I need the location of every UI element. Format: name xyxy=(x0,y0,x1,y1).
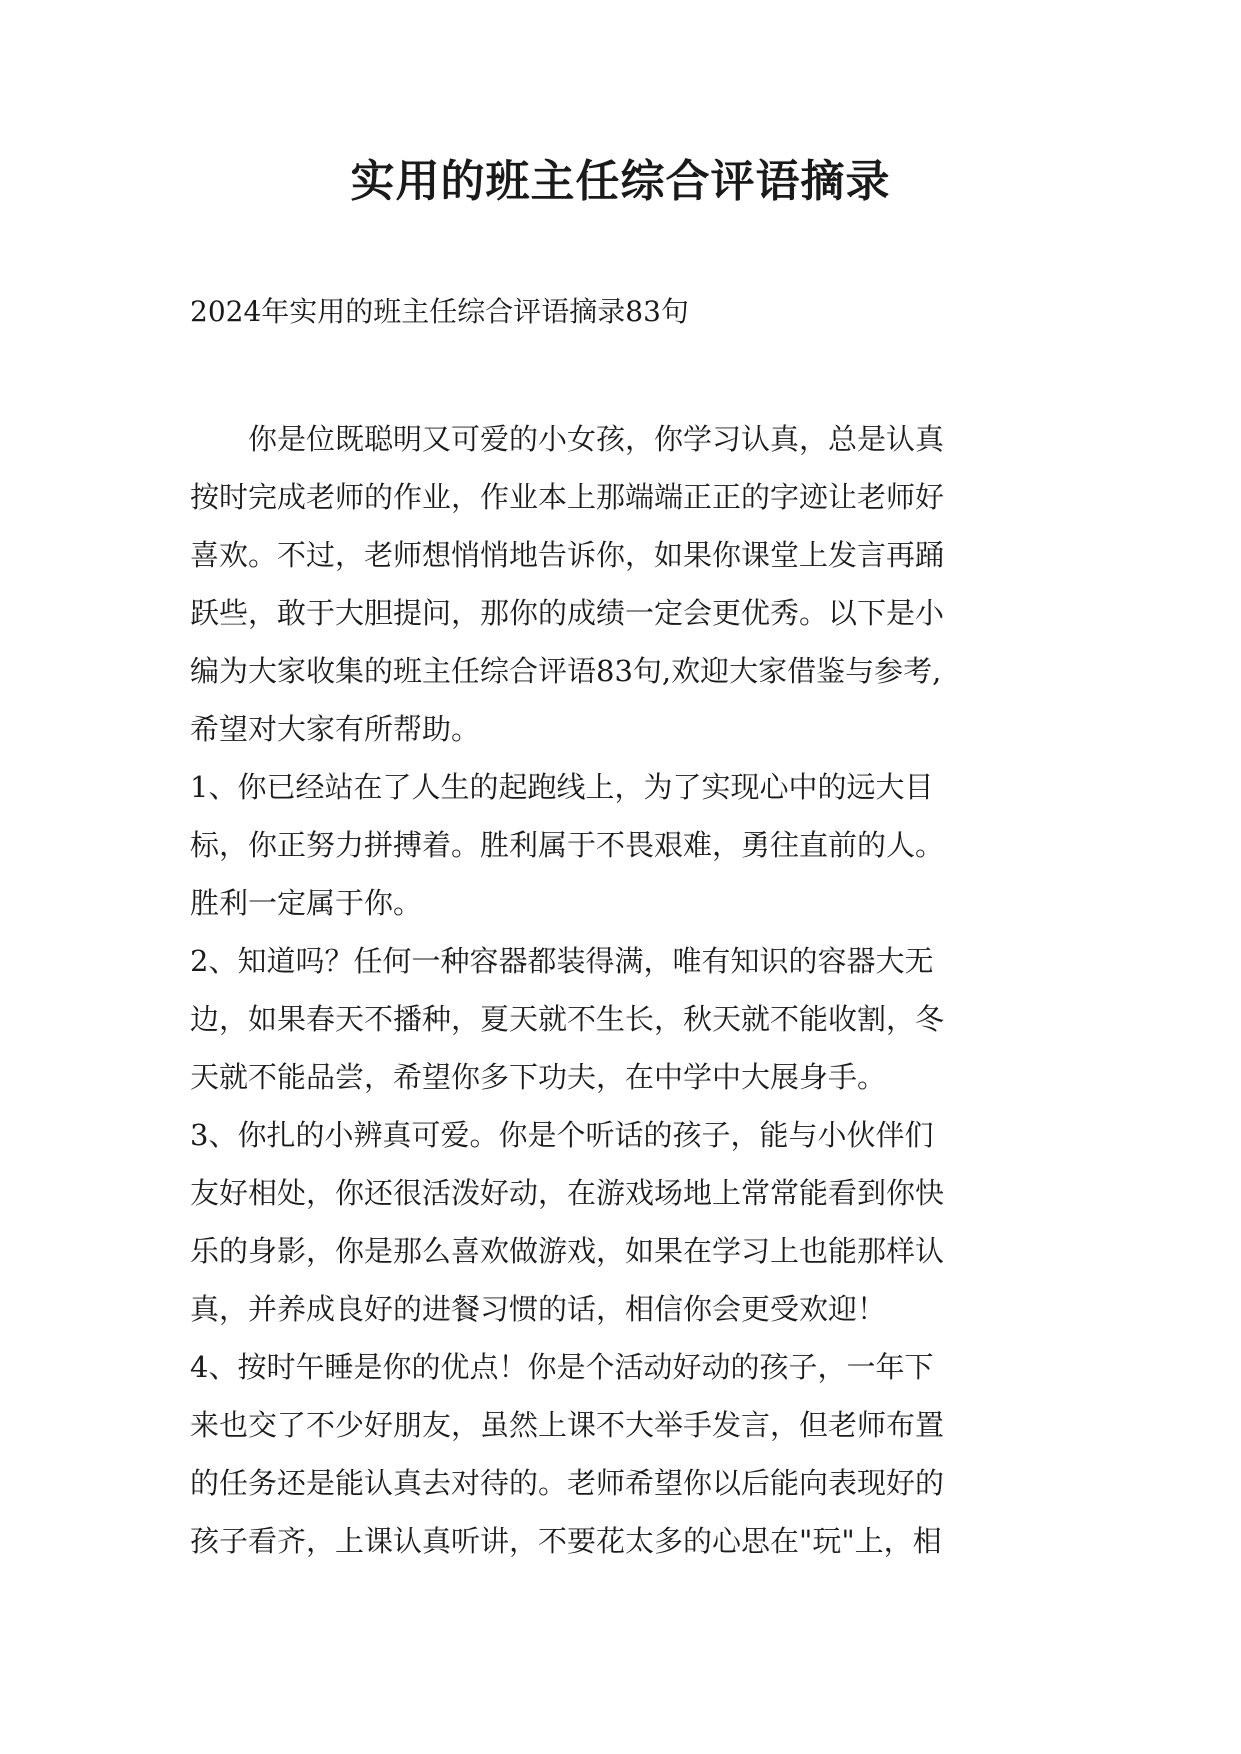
body-line: 来也交了不少好朋友，虽然上课不大举手发言，但老师布置 xyxy=(190,1408,945,1442)
document-body xyxy=(190,410,1054,1570)
body-line: 编为大家收集的班主任综合评语83句,欢迎大家借鉴与参考, xyxy=(190,654,942,688)
body-line: 胜利一定属于你。 xyxy=(190,886,423,920)
body-line: 3、你扎的小辨真可爱。你是个听话的孩子，能与小伙伴们 xyxy=(190,1118,934,1152)
body-line: 喜欢。不过，老师想悄悄地告诉你，如果你课堂上发言再踊 xyxy=(190,538,945,572)
body-line: 希望对大家有所帮助。 xyxy=(190,712,481,746)
document-subtitle: 2024年实用的班主任综合评语摘录83句 xyxy=(190,295,689,328)
body-line: 按时完成老师的作业，作业本上那端端正正的字迹让老师好 xyxy=(190,480,945,514)
body-line: 边，如果春天不播种，夏天就不生长，秋天就不能收割，冬 xyxy=(190,1002,945,1036)
body-line: 你是位既聪明又可爱的小女孩，你学习认真，总是认真 xyxy=(190,422,945,456)
body-line: 真，并养成良好的进餐习惯的话，相信你会更受欢迎！ xyxy=(190,1292,887,1326)
body-line: 天就不能品尝，希望你多下功夫，在中学中大展身手。 xyxy=(190,1060,887,1094)
body-line: 标，你正努力拼搏着。胜利属于不畏艰难，勇往直前的人。 xyxy=(190,828,945,862)
body-line: 的任务还是能认真去对待的。老师希望你以后能向表现好的 xyxy=(190,1466,945,1500)
body-line: 乐的身影，你是那么喜欢做游戏，如果在学习上也能那样认 xyxy=(190,1234,945,1268)
document-title: 实用的班主任综合评语摘录 xyxy=(350,156,891,207)
body-line: 2、知道吗？任何一种容器都装得满，唯有知识的容器大无 xyxy=(190,944,934,978)
body-line: 跃些，敢于大胆提问，那你的成绩一定会更优秀。以下是小 xyxy=(190,596,945,630)
body-line: 友好相处，你还很活泼好动，在游戏场地上常常能看到你快 xyxy=(190,1176,945,1210)
body-line: 1、你已经站在了人生的起跑线上，为了实现心中的远大目 xyxy=(190,770,934,804)
body-line: 4、按时午睡是你的优点！你是个活动好动的孩子，一年下 xyxy=(190,1350,934,1384)
body-line: 孩子看齐，上课认真听讲，不要花太多的心思在"玩"上，相 xyxy=(190,1524,942,1558)
